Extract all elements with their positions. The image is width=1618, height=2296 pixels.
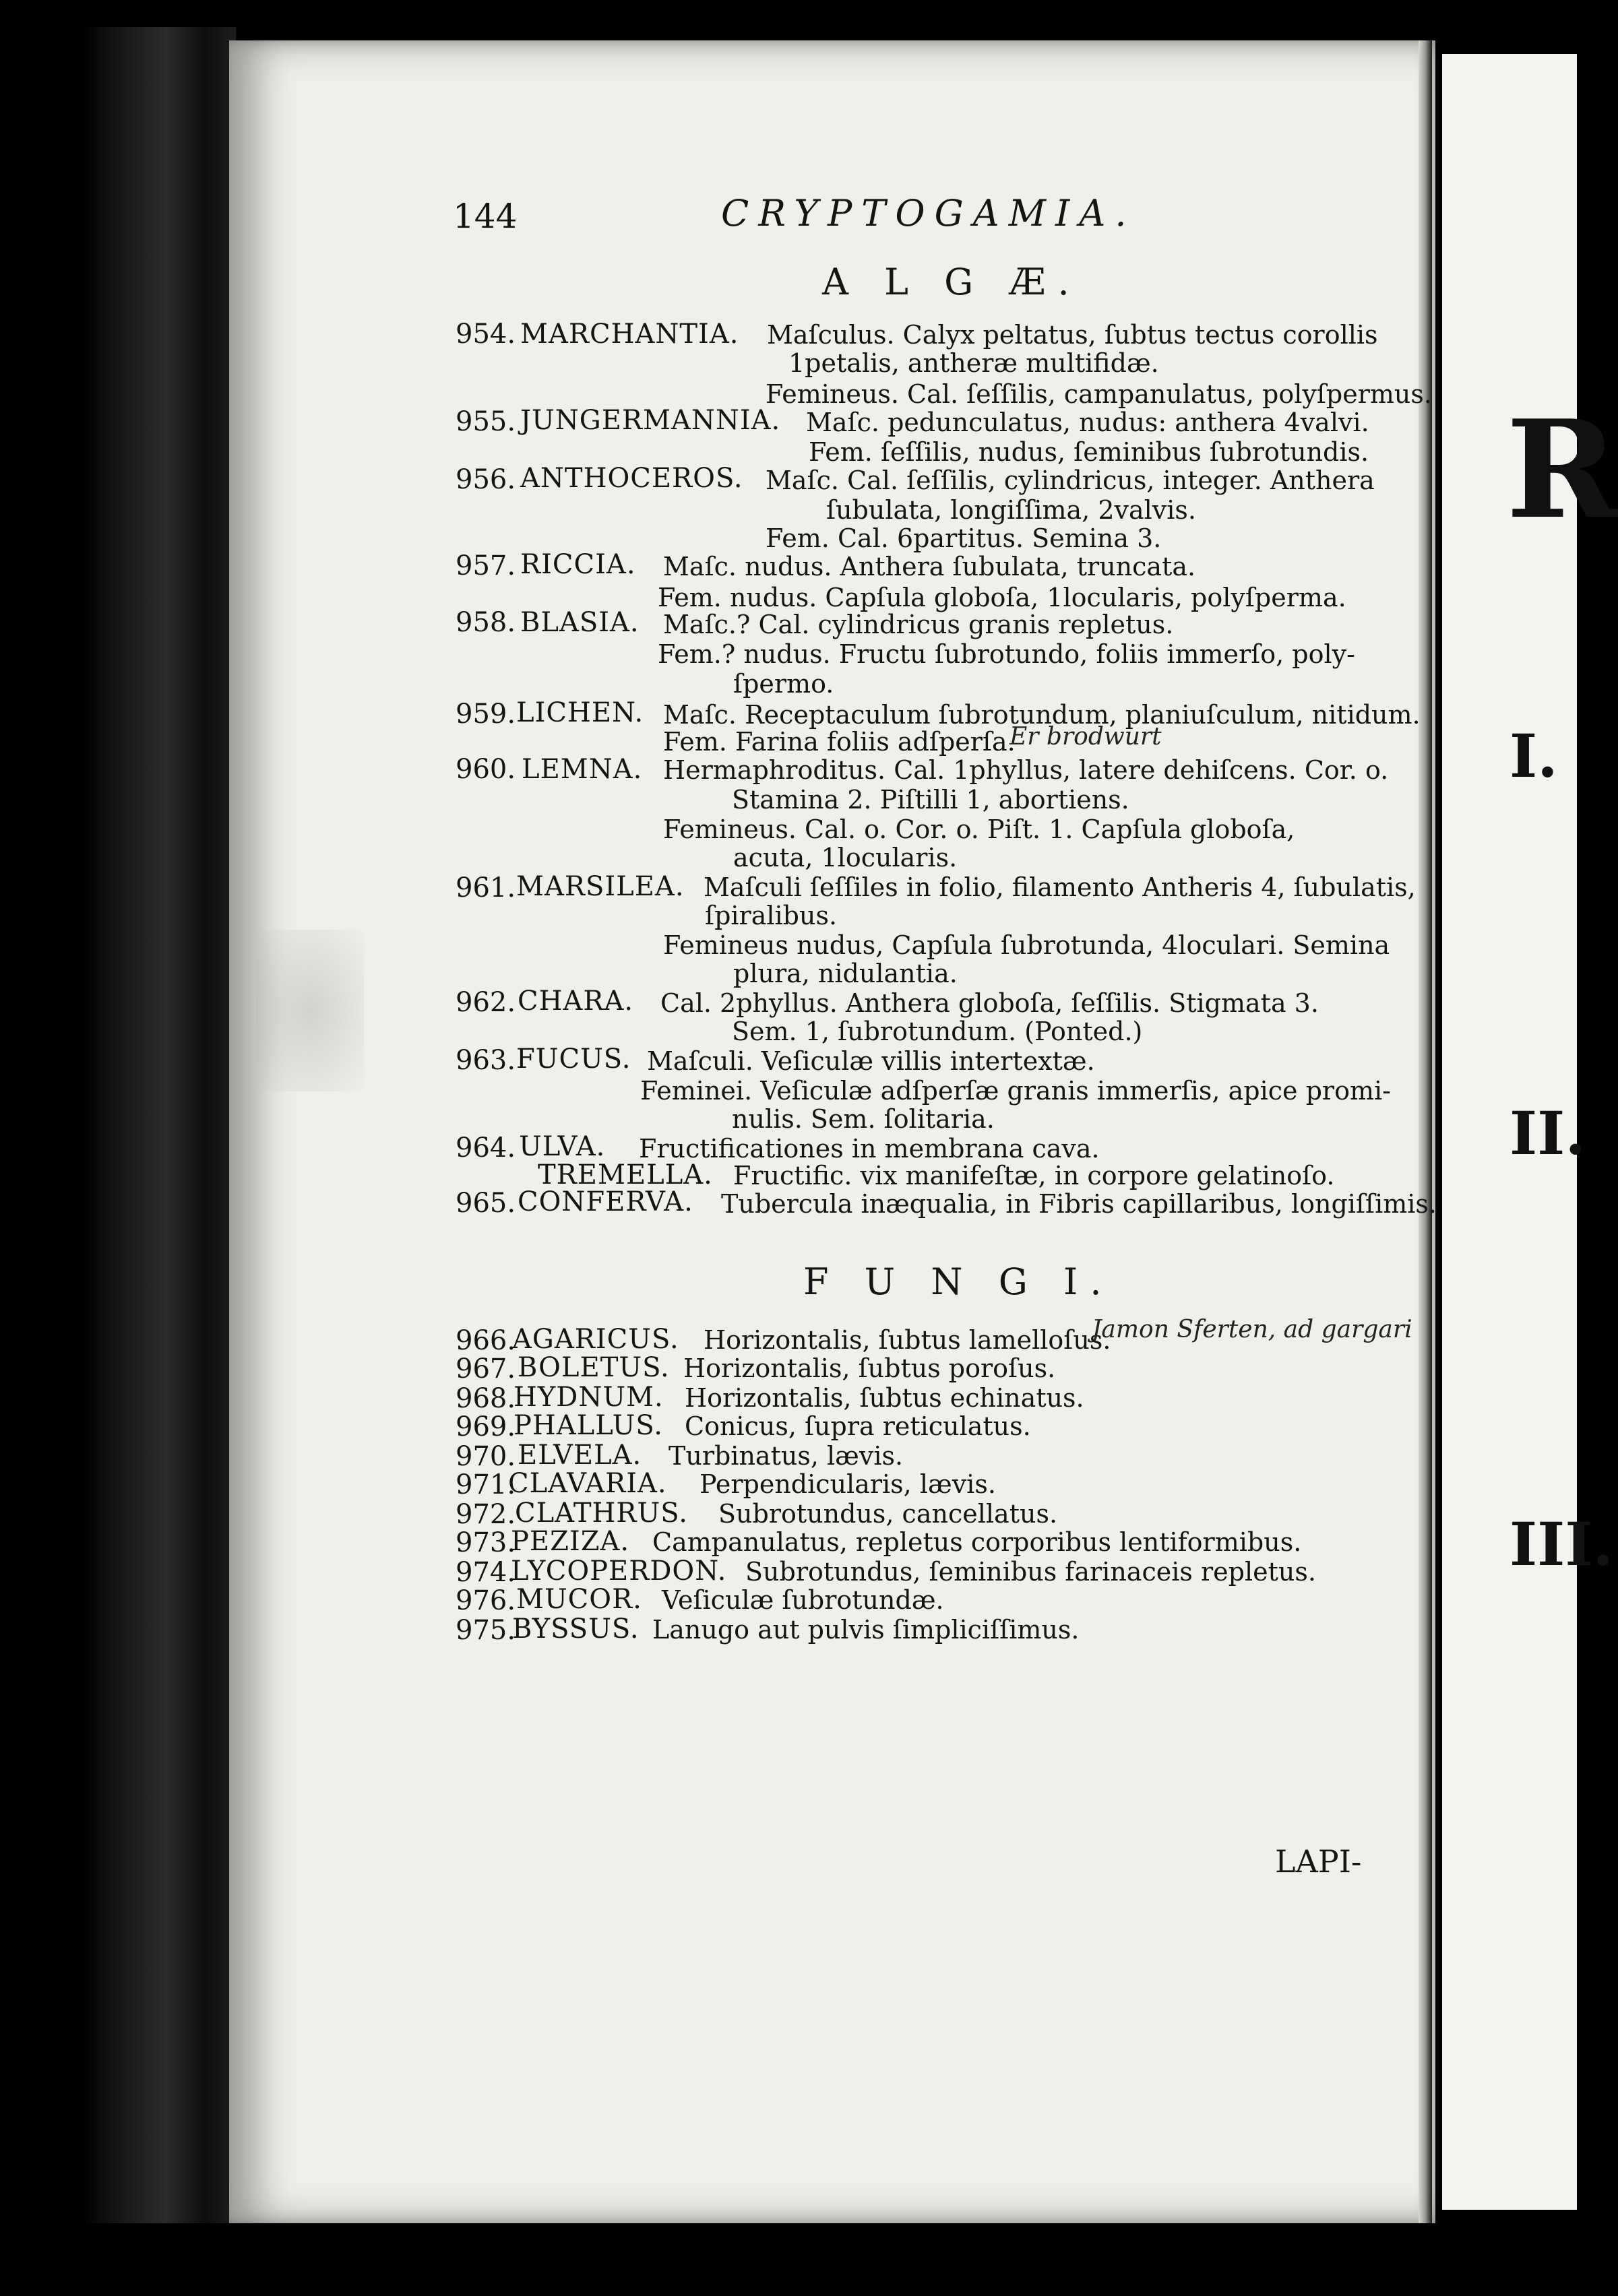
entry-line: Maſc. nudus. Anthera ſubulata, truncata.: [663, 552, 1196, 581]
genus-name: HYDNUM.: [514, 1382, 664, 1413]
entry-line: Sem. 1, ſubrotundum. (Ponted.): [732, 1017, 1143, 1046]
genus-name: CLATHRUS.: [515, 1498, 688, 1529]
entry-line: Veſiculæ ſubrotundæ.: [662, 1585, 944, 1615]
entry-number: 962.: [456, 987, 516, 1018]
genus-name: PHALLUS.: [514, 1410, 664, 1441]
entry-line: Maſc. Cal. ſeſſilis, cylindricus, integer. Anthera: [766, 466, 1375, 495]
entry-number: 974.: [456, 1557, 516, 1588]
genus-name: LYCOPERDON.: [511, 1556, 727, 1587]
entry-number: 958.: [456, 607, 516, 638]
entry-number: 960.: [456, 754, 516, 785]
entry-number: 969.: [456, 1411, 516, 1442]
entry-line: Fem. Farina foliis adſperſa.: [663, 727, 1016, 757]
entry-line: Tubercula inæqualia, in Fibris capillaribus, longiſſimis.: [721, 1189, 1437, 1219]
facing-page-numeral-1: I.: [1510, 721, 1558, 791]
facing-page: [1442, 54, 1618, 2210]
entry-number: 976.: [456, 1585, 516, 1616]
entry-line: Horizontalis, ſubtus poroſus.: [683, 1353, 1056, 1383]
handwritten-note: Er brodwurt: [1009, 723, 1162, 751]
entry-line: acuta, 1locularis.: [733, 843, 958, 872]
entry-line: nulis. Sem. ſolitaria.: [732, 1104, 995, 1134]
genus-name: MARCHANTIA.: [520, 319, 739, 350]
entry-line: Hermaphroditus. Cal. 1phyllus, latere dehiſcens. Cor. o.: [663, 755, 1389, 785]
entry-number: 968.: [456, 1383, 516, 1414]
genus-name: MARSILEA.: [516, 871, 685, 902]
genus-name: FUCUS.: [516, 1044, 631, 1075]
entry-number: 965.: [456, 1188, 516, 1219]
page-number: 144: [453, 197, 518, 236]
entry-line: Perpendicularis, lævis.: [699, 1469, 996, 1499]
entry-line: Fructific. vix manifeſtæ, in corpore gelatinoſo.: [733, 1161, 1335, 1190]
genus-name: LICHEN.: [516, 697, 644, 728]
entry-number: 955.: [456, 406, 516, 437]
section-heading-algae: A L G Æ.: [822, 261, 1082, 303]
entry-number: 967.: [456, 1353, 516, 1384]
genus-name: PEZIZA.: [511, 1526, 630, 1557]
running-head: CRYPTOGAMIA.: [721, 192, 1136, 234]
entry-line: Maſculus. Calyx peltatus, ſubtus tectus corollis: [767, 320, 1378, 350]
page-stain: [256, 930, 364, 1091]
genus-name: RICCIA.: [520, 549, 636, 580]
handwritten-note: Jamon Sferten, ad gargari: [1092, 1316, 1412, 1343]
entry-line: Femineus. Cal. o. Cor. o. Piſt. 1. Capſula globoſa,: [663, 815, 1295, 844]
entry-line: ſubulata, longiſſima, 2valvis.: [826, 495, 1196, 525]
entry-number: 975.: [456, 1615, 516, 1646]
book-binding: [81, 27, 236, 2223]
entry-line: Cal. 2phyllus. Anthera globoſa, ſeſſilis. Stigmata 3.: [660, 988, 1319, 1018]
genus-name: BLASIA.: [520, 607, 640, 638]
entry-line: Femineus nudus, Capſula ſubrotunda, 4loculari. Semina: [663, 930, 1390, 960]
catchword: LAPI-: [1275, 1843, 1362, 1880]
entry-line: Maſculi ſeſſiles in folio, filamento Antheris 4, ſubulatis,: [704, 872, 1416, 902]
genus-name: BYSSUS.: [512, 1614, 640, 1645]
genus-name: JUNGERMANNIA.: [520, 405, 781, 436]
entry-line: Maſc. pedunculatus, nudus: anthera 4valvi.: [806, 408, 1369, 437]
entry-number: 972.: [456, 1499, 516, 1530]
genus-name: ULVA.: [519, 1131, 606, 1162]
entry-line: Horizontalis, ſubtus lamelloſus.: [704, 1325, 1111, 1355]
facing-page-letter: R: [1506, 391, 1618, 549]
genus-name: LEMNA.: [522, 754, 643, 785]
genus-name: AGARICUS.: [512, 1324, 679, 1355]
entry-line: Maſc. Receptaculum ſubrotundum, planiuſculum, nitidum.: [663, 700, 1421, 730]
facing-page-numeral-3: III.: [1510, 1509, 1614, 1579]
entry-number: 973.: [456, 1527, 516, 1558]
entry-line: 1petalis, antheræ multifidæ.: [788, 348, 1159, 378]
entry-number: 954.: [456, 319, 516, 350]
entry-number: 956.: [456, 464, 516, 495]
genus-name: BOLETUS.: [518, 1352, 670, 1383]
entry-line: plura, nidulantia.: [733, 959, 958, 988]
entry-number: 957.: [456, 550, 516, 581]
entry-line: Femineus. Cal. ſeſſilis, campanulatus, polyſpermus.: [766, 379, 1432, 409]
entry-line: Conicus, ſupra reticulatus.: [685, 1411, 1031, 1441]
entry-number: 970.: [456, 1441, 516, 1472]
entry-line: Fem.? nudus. Fructu ſubrotundo, foliis immerſo, poly-: [658, 639, 1355, 669]
entry-line: Fem. ſeſſilis, nudus, ſeminibus ſubrotundis.: [809, 437, 1369, 467]
entry-line: Fem. Cal. 6partitus. Semina 3.: [766, 523, 1162, 553]
entry-line: Horizontalis, ſubtus echinatus.: [685, 1383, 1084, 1413]
section-heading-fungi: F U N G I.: [803, 1261, 1114, 1303]
entry-line: Subrotundus, cancellatus.: [718, 1499, 1058, 1529]
entry-number: 963.: [456, 1045, 516, 1076]
entry-number: 966.: [456, 1325, 516, 1356]
genus-name: CONFERVA.: [518, 1186, 693, 1217]
entry-line: Campanulatus, repletus corporibus lentiformibus.: [652, 1527, 1302, 1557]
entry-line: Fructificationes in membrana cava.: [639, 1134, 1100, 1163]
facing-page-numeral-2: II.: [1510, 1098, 1586, 1168]
entry-line: Turbinatus, lævis.: [668, 1441, 904, 1471]
entry-number: 971.: [456, 1469, 516, 1500]
entry-number: 961.: [456, 872, 516, 903]
genus-name: ELVELA.: [518, 1440, 642, 1471]
entry-line: Stamina 2. Piſtilli 1, abortiens.: [732, 785, 1129, 815]
genus-name: TREMELLA.: [538, 1159, 713, 1190]
entry-number: 964.: [456, 1133, 516, 1163]
genus-name: CLAVARIA.: [508, 1468, 667, 1499]
genus-name: ANTHOCEROS.: [520, 463, 743, 494]
entry-line: Subrotundus, ſeminibus farinaceis repletus.: [745, 1557, 1316, 1587]
page-edge: [1419, 40, 1432, 2223]
genus-name: MUCOR.: [516, 1584, 642, 1615]
entry-line: Lanugo aut pulvis ſimpliciſſimus.: [652, 1615, 1080, 1645]
genus-name: CHARA.: [518, 986, 634, 1017]
entry-line: Maſc.? Cal. cylindricus granis repletus.: [663, 610, 1174, 639]
entry-line: Fem. nudus. Capſula globoſa, 1locularis, polyſperma.: [658, 583, 1346, 612]
entry-number: 959.: [456, 699, 516, 730]
entry-line: Feminei. Veſiculæ adſperſæ granis immerſis, apice promi-: [640, 1076, 1391, 1106]
entry-line: ſpiralibus.: [705, 901, 838, 930]
entry-line: Maſculi. Veſiculæ villis intertextæ.: [647, 1046, 1095, 1076]
entry-line: ſpermo.: [733, 669, 834, 699]
